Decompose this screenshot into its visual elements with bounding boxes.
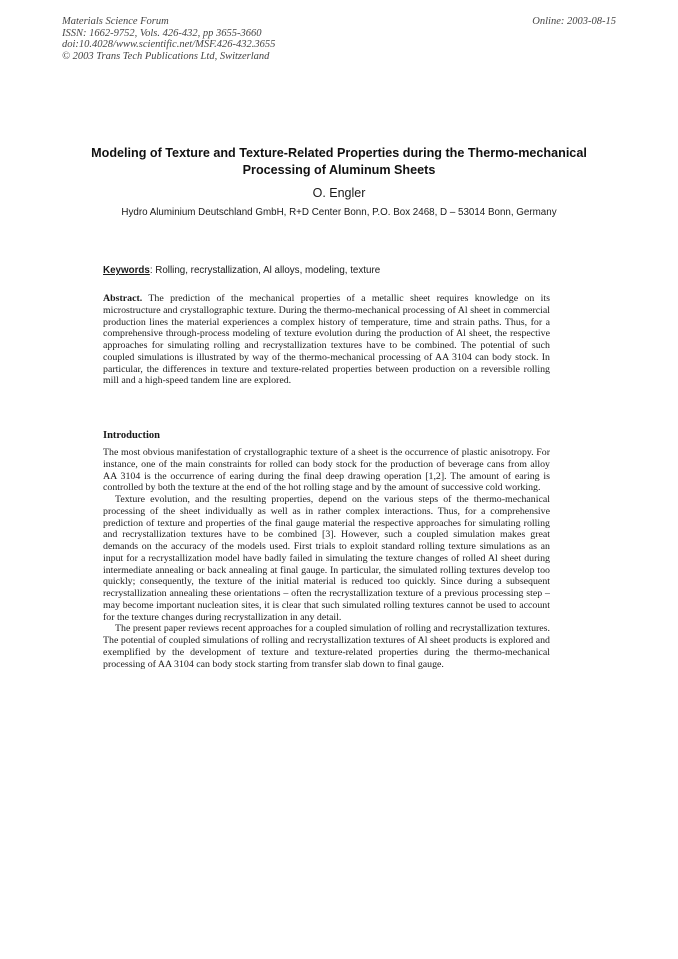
paper-author: O. Engler <box>312 186 366 200</box>
abstract-text: The prediction of the mechanical properties of a metallic sheet requires knowledge on its microstructure and crystallographic texture. During the thermo-mechanical processing of Al sheet in commercial production lines the material experiences a complex history of temperature, time and strain paths. Thus, for a comprehensive through-process modeling of texture evolution during the production of Al sheet, the respective approaches for simulating rolling and recrystallization textures have to be combined. The potential of such coupled simulations is illustrated by way of the thermo-mechanical processing of AA 3104 can body stock. In particular, the differences in texture and texture-related properties between production on a reversible rolling mill and a high-speed tandem line are explored. <box>103 293 550 387</box>
copyright-line: © 2003 Trans Tech Publications Ltd, Switzerland <box>62 50 270 62</box>
intro-paragraph-1: The most obvious manifestation of crystallographic texture of a sheet is the occurrence of plastic anisotropy. For instance, one of the main constraints for rolled can body stock for the production of beverage cans from alloy AA 3104 is the occurrence of earing during the final deep drawing operation [1,2]. The amount of earing is controlled by both the texture at the end of the hot rolling stage and by the amount of successive cold working. <box>103 447 550 494</box>
intro-paragraph-2: Texture evolution, and the resulting properties, depend on the various steps of the thermo-mechanical processing of the sheet individually as well as in rather complex interactions. Thus, for a comprehensive prediction of texture and properties of the final gauge material the respective approaches for simulating rolling and recrystallization textures have to be combined [3]. However, such a coupled simulation makes great demands on the accuracy of the models used. First trials to exploit standard rolling texture simulations as an input for a recrystallization model have badly failed in simulating the texture changes of rolled Al sheet during intermediate annealing or back annealing at final gauge. In particular, the simulated rolling textures develop too quickly; consequently, the texture of the initial material is reduced too quickly. Since during a subsequent recrystallization annealing these orientations – often the recrystallization texture of a previous processing step – may become important nucleation sites, it is clear that such simulated rolling textures cannot be used to account for the texture changes during recrystallization in any detail. <box>103 494 550 623</box>
keywords-label: Keywords <box>103 265 150 276</box>
intro-paragraph-3: The present paper reviews recent approaches for a coupled simulation of rolling and recrystallization textures. The potential of coupled simulations of rolling and recrystallization textures of Al sheet products is explored and exemplified by the development of texture and texture-related properties during the thermo-mechanical processing of AA 3104 can body stock starting from transfer slab down to final gauge. <box>103 623 550 670</box>
keywords-text: Rolling, recrystallization, Al alloys, modeling, texture <box>155 265 381 276</box>
journal-header <box>62 16 275 62</box>
abstract <box>103 293 550 387</box>
online-date: Online: 2003-08-15 <box>532 16 616 27</box>
issn-line: ISSN: 1662-9752, Vols. 426-432, pp 3655-3660 <box>62 27 262 39</box>
introduction-body <box>103 447 550 670</box>
journal-name: Materials Science Forum <box>62 16 169 27</box>
keywords-colon: : <box>149 265 156 276</box>
paper-title: Modeling of Texture and Texture-Related Properties during the Thermo-mechanical Processing of Aluminum Sheets <box>91 146 587 177</box>
abstract-label: Abstract. <box>103 293 143 304</box>
doi-line: doi:10.4028/www.scientific.net/MSF.426-432.3655 <box>62 39 276 51</box>
author-affiliation: Hydro Aluminium Deutschland GmbH, R+D Center Bonn, P.O. Box 2468, D – 53014 Bonn, Germany <box>121 207 557 218</box>
keywords-line <box>103 265 380 276</box>
section-heading-introduction: Introduction <box>103 430 160 441</box>
